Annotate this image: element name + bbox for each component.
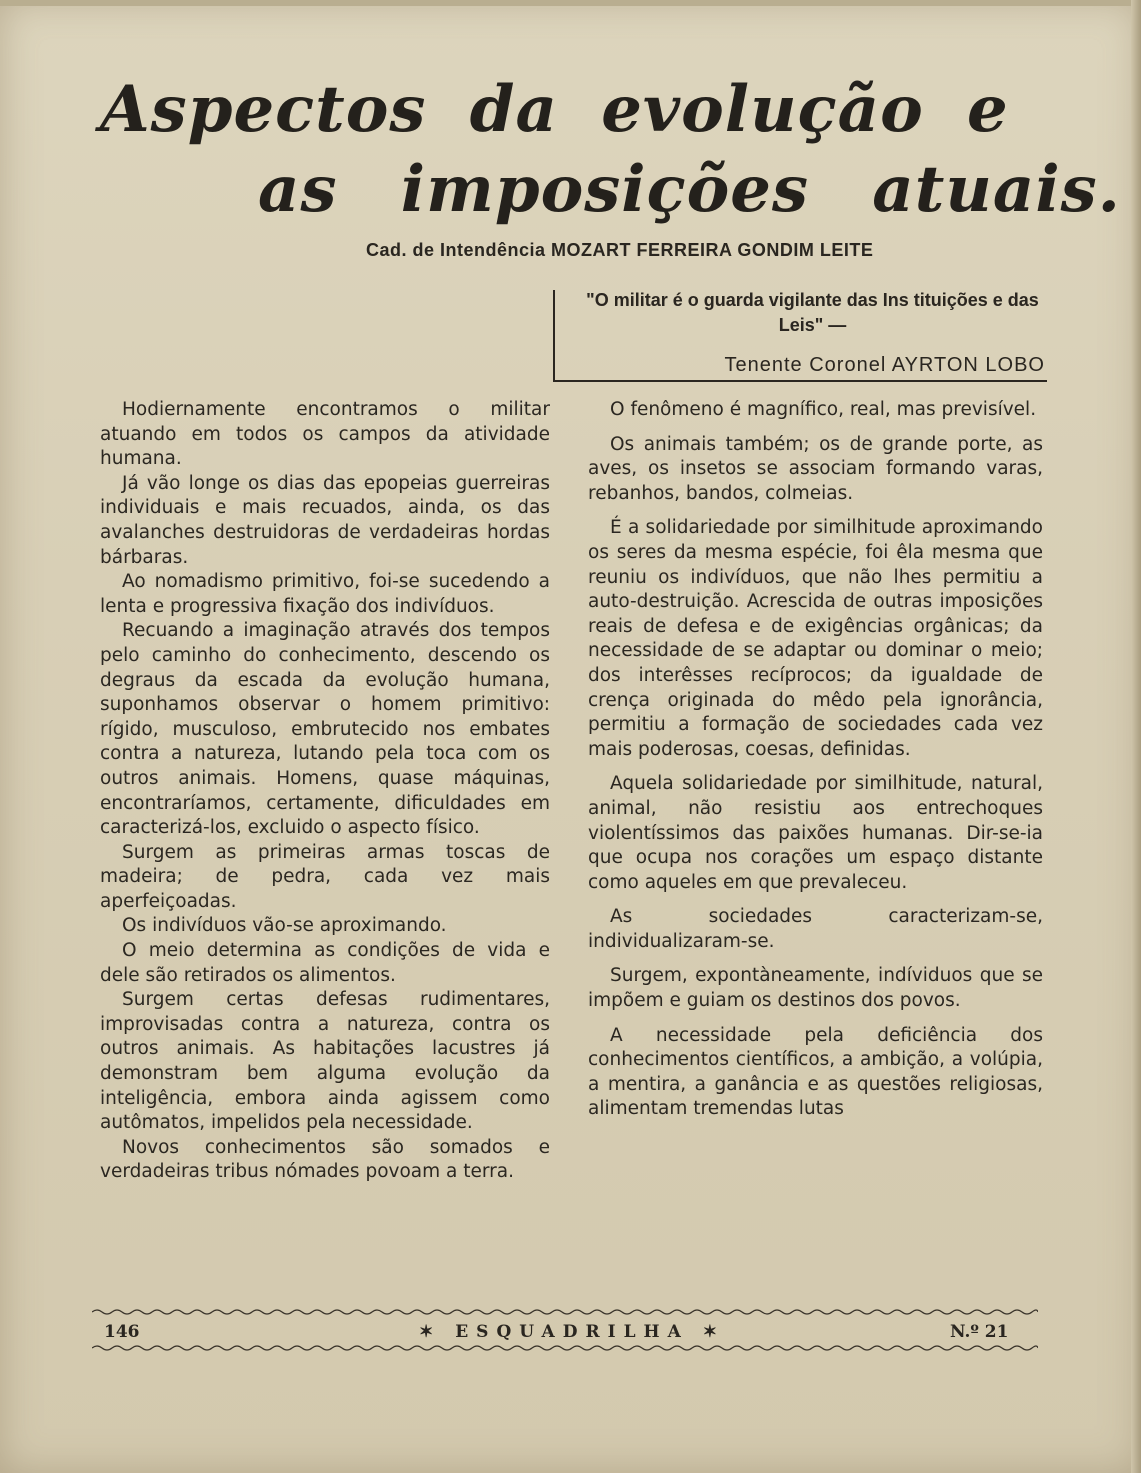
footer-issue-number: N.º 21	[950, 1322, 1009, 1342]
paragraph: Recuando a imaginação através dos tempos pelo caminho do conhecimento, descendo os degraus da escada da evolução humana, suponhamos observar o homem primitivo: rígido, musculoso, embrutecido nos embates contra a natureza, lutando pela toca com os outros animais. Homens, quase máquinas, encontraríamos, certamente, dificuldades em caracterizá-los, excluido o aspecto físico.	[100, 620, 550, 839]
left-column	[100, 398, 550, 1185]
paragraph: Já vão longe os dias das epopeias guerreiras individuais e mais recuados, ainda, os das avalanches destruidoras de verdadeiras hordas bárbaras.	[100, 472, 550, 568]
paragraph: É a solidariedade por similhitude aproximando os seres da mesma espécie, foi êla mesma que reuniu os indivíduos, que não lhes permitiu a auto-destruição. Acrescida de outras imposições reais de defesa e de exigências orgânicas; da necessidade de se adaptar ou dominar o meio; dos interêsses recíprocos; da igualdade de crença originada do mêdo pela ignorância, permitiu a formação de sociedades cada vez mais poderosas, coesas, definidas.	[588, 517, 1043, 760]
epigraph-author: Tenente Coronel AYRTON LOBO	[724, 354, 1045, 376]
footer-page-number: 146	[104, 1322, 140, 1342]
article-title-line-1: Aspectos da evolução e	[100, 72, 1009, 147]
page-top-edge	[0, 0, 1141, 6]
paragraph: As sociedades caracterizam-se, individualizaram-se.	[588, 906, 1043, 952]
epigraph-horizontal-rule	[553, 380, 1047, 382]
epigraph-quote: "O militar é o guarda vigilante das Ins tituições e das Leis" —	[586, 290, 1039, 335]
paragraph: A necessidade pela deficiência dos conhecimentos científicos, a ambição, a volúpia, a mentira, a ganância e as questões religiosas, alimentam tremendas lutas	[588, 1024, 1043, 1120]
paragraph: O fenômeno é magnífico, real, mas previsível.	[610, 399, 1037, 420]
paragraph: Os indivíduos vão-se aproximando.	[122, 915, 447, 937]
article-byline: Cad. de Intendência MOZART FERREIRA GONDIM LEITE	[366, 240, 874, 260]
footer-magazine-name: ✶ ESQUADRILHA ✶	[419, 1322, 725, 1342]
article-title-line-2: as imposições atuais.	[258, 152, 1121, 227]
epigraph-vertical-rule	[553, 290, 555, 382]
paragraph: Aquela solidariedade por similhitude, natural, animal, não resistiu aos entrechoques violentíssimos das paixões humanas. Dir-se-ia que ocupa nos corações um espaço distante como aqueles em que prevaleceu.	[588, 773, 1043, 893]
right-column	[588, 398, 1043, 1132]
paragraph: O meio determina as condições de vida e dele são retirados os alimentos.	[100, 940, 550, 986]
paragraph: Hodiernamente encontramos o militar atuando em todos os campos da atividade humana.	[100, 399, 550, 470]
page-right-edge	[1131, 0, 1141, 1473]
footer-wave-bottom	[92, 1344, 1038, 1352]
paragraph: Surgem as primeiras armas toscas de madeira; de pedra, cada vez mais aperfeiçoadas.	[100, 841, 550, 912]
paragraph: Ao nomadismo primitivo, foi-se sucedendo a lenta e progressiva fixação dos indivíduos.	[100, 571, 550, 617]
footer-wave-top	[92, 1308, 1038, 1316]
paragraph: Novos conhecimentos são somados e verdadeiras tribus nómades povoam a terra.	[100, 1136, 550, 1183]
paragraph: Surgem, expontàneamente, indíviduos que se impõem e guiam os destinos dos povos.	[588, 965, 1043, 1012]
paragraph: Os animais também; os de grande porte, as aves, os insetos se associam formando varas, rebanhos, bandos, colmeias.	[588, 433, 1043, 504]
paragraph: Surgem certas defesas rudimentares, improvisadas contra a natureza, contra os outros animais. As habitações lacustres já demonstram bem alguma evolução da inteligência, embora ainda agissem como autômatos, impelidos pela necessidade.	[100, 989, 550, 1134]
